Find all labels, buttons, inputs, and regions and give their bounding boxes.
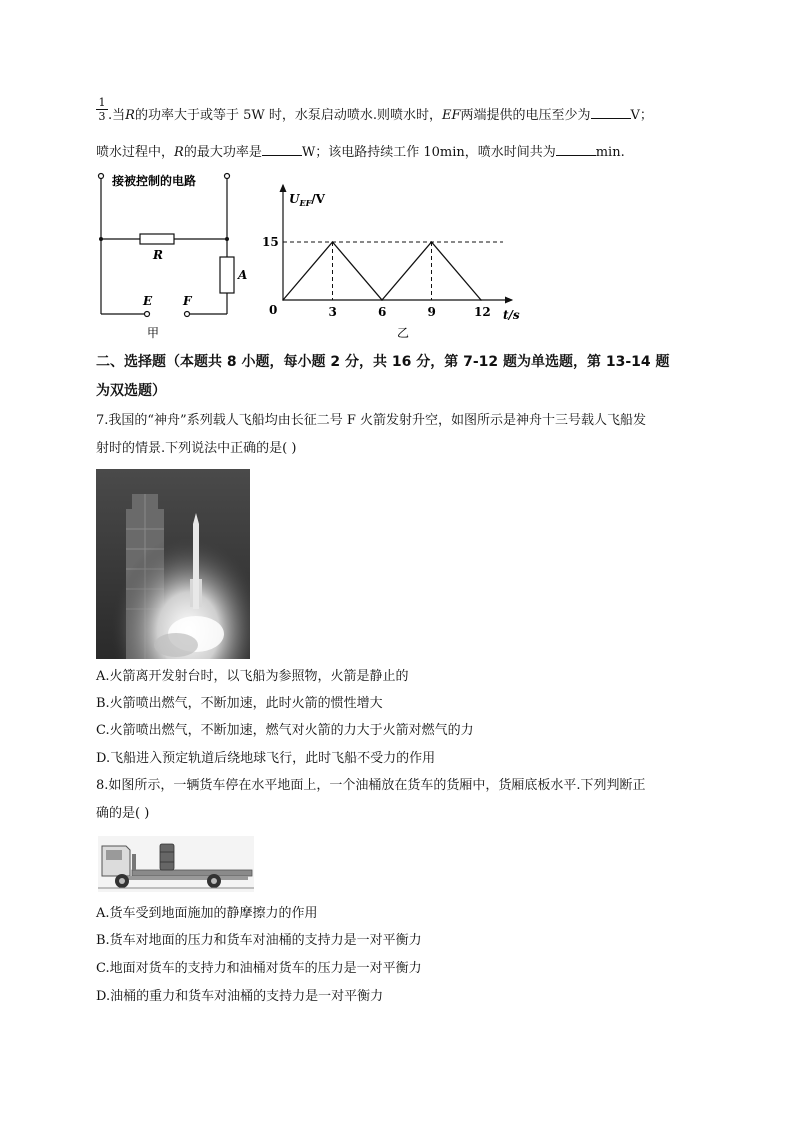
q6-line1-c: 两端提供的电压至少为	[460, 108, 591, 123]
resistor-r	[140, 234, 174, 244]
q6-line2-d: min.	[595, 145, 625, 160]
terminal-top-right	[225, 174, 230, 179]
q6-line2-a: 喷水过程中，	[96, 145, 175, 160]
junction-right	[225, 237, 229, 241]
label-a: A	[238, 268, 248, 282]
x-tick-label: 6	[378, 305, 387, 319]
q8-stem-line2: 确的是( )	[96, 806, 150, 821]
data-point	[431, 241, 433, 243]
label-e: E	[143, 294, 153, 308]
circuit-diagram	[90, 168, 250, 340]
rocket-launch-photo	[96, 469, 250, 659]
cargo-bed	[132, 870, 252, 876]
fraction-numerator: 1	[98, 96, 106, 109]
q6-line1	[108, 106, 653, 125]
q7-option-d: D.飞船进入预定轨道后绕地球飞行，此时飞船不受力的作用	[96, 751, 436, 766]
data-point	[480, 299, 482, 301]
data-point	[381, 299, 383, 301]
terminal-f	[185, 312, 190, 317]
voltage-time-graph	[262, 180, 530, 340]
q6-line1-d: V；	[630, 108, 653, 123]
origin-label: 0	[269, 303, 278, 317]
answer-blank-voltage	[591, 106, 631, 119]
voltage-series-line	[283, 242, 481, 300]
data-point	[332, 241, 334, 243]
section-heading-line2: 为双选题）	[96, 383, 166, 399]
y-tick-label: 15	[262, 235, 279, 249]
data-point	[282, 299, 284, 301]
terminal-e	[145, 312, 150, 317]
circuit-title: 接被控制的电路	[112, 174, 197, 188]
answer-blank-time	[556, 143, 596, 156]
q6-line2-r: R	[174, 145, 184, 160]
truck-with-barrel-image	[98, 836, 254, 892]
x-axis-label: t/s	[503, 308, 520, 322]
q6-line2	[96, 143, 625, 162]
q7-option-a: A.火箭离开发射台时，以飞船为参照物，火箭是静止的	[96, 669, 409, 684]
q7-stem-line1: 7.我国的“神舟”系列载人飞船均由长征二号 F 火箭发射升空，如图所示是神舟十三号载人飞船发	[96, 413, 646, 428]
caption-yi: 乙	[397, 326, 410, 340]
q6-line2-b: 的最大功率是	[183, 145, 262, 160]
q6-line1-a: .当	[108, 108, 126, 123]
x-tick-label: 12	[474, 305, 491, 319]
q8-option-d: D.油桶的重力和货车对油桶的支持力是一对平衡力	[96, 989, 384, 1004]
q6-line1-b: 的功率大于或等于 5W 时，水泵启动喷水.则喷水时，	[134, 108, 442, 123]
rocket-body	[193, 513, 199, 609]
x-tick-label: 3	[328, 305, 337, 319]
x-tick-label: 9	[427, 305, 436, 319]
q8-option-c: C.地面对货车的支持力和油桶对货车的压力是一对平衡力	[96, 961, 422, 976]
q7-option-b: B.火箭喷出燃气，不断加速，此时火箭的惯性增大	[96, 696, 383, 711]
label-r: R	[153, 248, 163, 262]
caption-jia: 甲	[147, 326, 160, 340]
q7-stem-line2: 射时的情景.下列说法中正确的是( )	[96, 441, 297, 456]
q6-line2-c: W；该电路持续工作 10min，喷水时间共为	[301, 145, 556, 160]
answer-blank-power	[262, 143, 302, 156]
section-heading-line1: 二、选择题（本题共 8 小题，每小题 2 分，共 16 分，第 7-12 题为单选题，第 13-14 题	[96, 354, 670, 370]
oil-barrel	[160, 844, 174, 870]
junction-left	[99, 237, 103, 241]
label-f: F	[183, 294, 192, 308]
q8-option-a: A.货车受到地面施加的静摩擦力的作用	[96, 906, 318, 921]
fraction-one-third	[96, 97, 108, 122]
terminal-top-left	[99, 174, 104, 179]
fraction-denominator: 3	[98, 110, 106, 123]
q6-line1-r: R	[125, 108, 135, 123]
y-axis-label: $U_{EF}/V$	[289, 192, 325, 208]
q7-option-c: C.火箭喷出燃气，不断加速，燃气对火箭的力大于火箭对燃气的力	[96, 723, 474, 738]
q6-line1-ef: EF	[441, 108, 461, 123]
q8-option-b: B.货车对地面的压力和货车对油桶的支持力是一对平衡力	[96, 933, 422, 948]
component-a	[220, 257, 234, 293]
q8-stem-line1: 8.如图所示，一辆货车停在水平地面上，一个油桶放在货车的货厢中，货厢底板水平.下列判断正	[96, 778, 646, 793]
